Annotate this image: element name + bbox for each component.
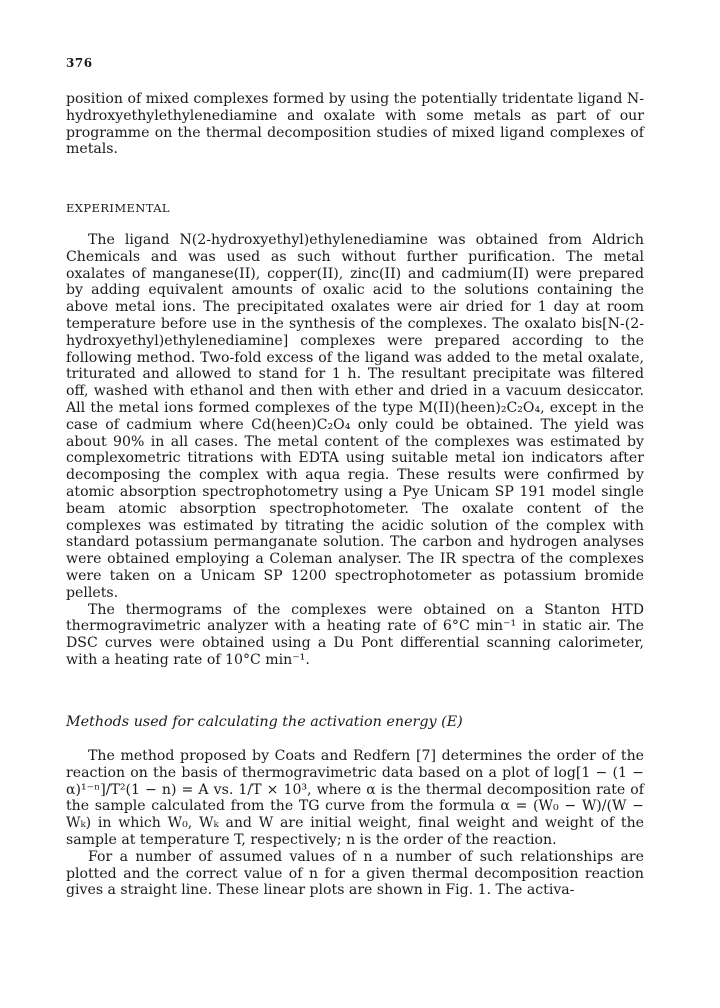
intro-paragraph: position of mixed complexes formed by using the potentially tridentate ligand N-hydroxyethylethylenediamine and oxalate with some metals as part of our programme on the thermal decomposition studies of mixed ligand complexes of metals. xyxy=(66,91,644,158)
section-heading-experimental: EXPERIMENTAL xyxy=(66,201,170,215)
methods-section-body xyxy=(66,748,644,899)
methods-paragraph-1: The method proposed by Coats and Redfern [7] determines the order of the reaction on the basis of thermogravimetric data based on a plot of log[1 − (1 − α)¹⁻ⁿ]/T²(1 − n) = A vs. 1/T × 10³, where α is the thermal decomposition rate of the sample calculated from the TG curve from the formula α = (W₀ − W)/(W − Wₖ) in which W₀, Wₖ and W are initial weight, final weight and weight of the sample at temperature T, respectively; n is the order of the reaction. xyxy=(66,748,644,848)
section-heading-methods: Methods used for calculating the activation energy (E) xyxy=(66,714,463,730)
experimental-section-body xyxy=(66,232,644,669)
methods-paragraph-2: For a number of assumed values of n a number of such relationships are plotted and the correct value of n for a given thermal decomposition reaction gives a straight line. These linear plots are shown in Fig. 1. The activa- xyxy=(66,848,644,899)
page-number: 376 xyxy=(66,56,93,70)
experimental-paragraph-2: The thermograms of the complexes were obtained on a Stanton HTD thermogravimetric analyzer with a heating rate of 6°C min⁻¹ in static air. The DSC curves were obtained using a Du Pont differential scanning calorimeter, with a heating rate of 10°C min⁻¹. xyxy=(66,601,644,668)
intro-paragraph-block xyxy=(66,91,644,158)
experimental-paragraph-1: The ligand N(2-hydroxyethyl)ethylenediamine was obtained from Aldrich Chemicals and was used as such without further purification. The metal oxalates of manganese(II), copper(II), zinc(II) and cadmium(II) were prepared by adding equivalent amounts of oxalic acid to the solutions containing the above metal ions. The precipitated oxalates were air dried for 1 day at room temperature before use in the synthesis of the complexes. The oxalato bis[N-(2-hydroxyethyl)ethylenediamine] complexes were prepared according to the following method. Two-fold excess of the ligand was added to the metal oxalate, triturated and allowed to stand for 1 h. The resultant precipitate was filtered off, washed with ethanol and then with ether and dried in a vacuum desiccator. All the metal ions formed complexes of the type M(II)(heen)₂C₂O₄, except in the case of cadmium where Cd(heen)C₂O₄ only could be obtained. The yield was about 90% in all cases. The metal content of the complexes was estimated by complexometric titrations with EDTA using suitable metal ion indicators after decomposing the complex with aqua regia. These results were confirmed by atomic absorption spectrophotometry using a Pye Unicam SP 191 model single beam atomic absorption spectrophotometer. The oxalate content of the complexes was estimated by titrating the acidic solution of the complex with standard potassium permanganate solution. The carbon and hydrogen analyses were obtained employing a Coleman analyser. The IR spectra of the complexes were taken on a Unicam SP 1200 spectrophotometer as potassium bromide pellets. xyxy=(66,232,644,601)
